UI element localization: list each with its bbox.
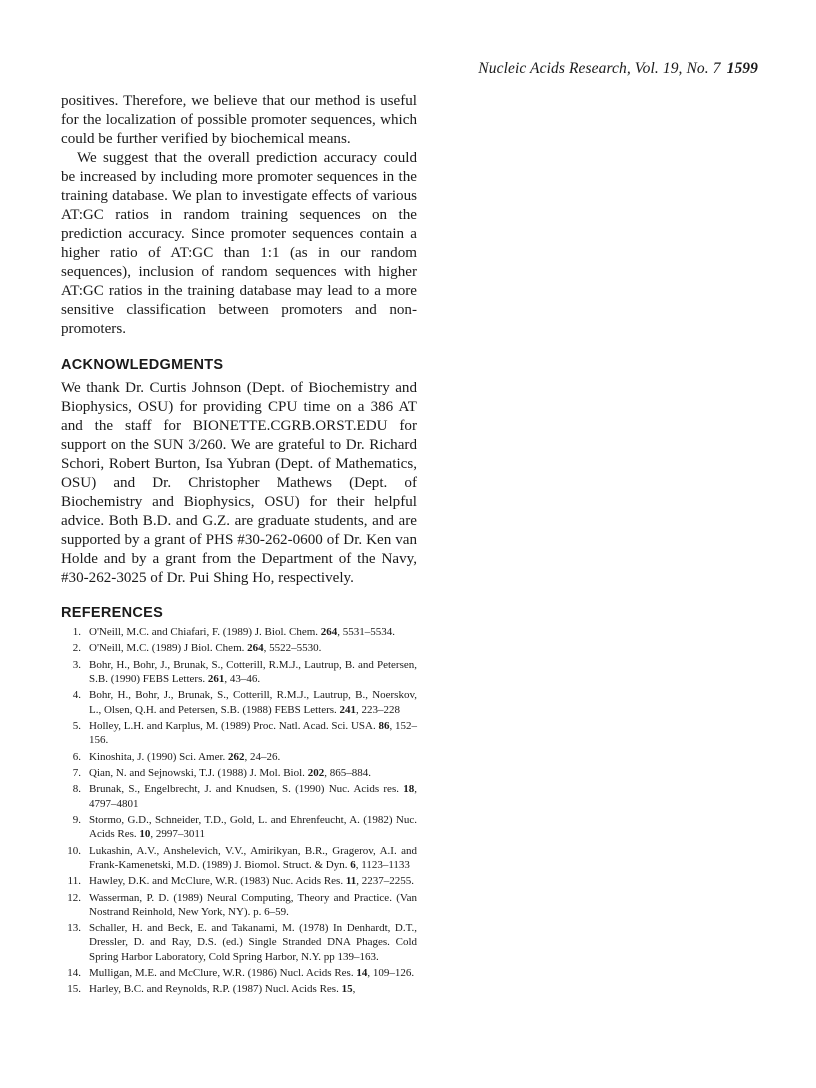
reference-citation: O'Neill, M.C. (1989) J Biol. Chem. — [89, 642, 248, 655]
reference-citation: Kinoshita, J. (1990) Sci. Amer. — [89, 750, 229, 763]
text-column — [61, 92, 417, 999]
reference-pages: , 5531–5534. — [337, 626, 396, 638]
reference-citation: Mulligan, M.E. and McClure, W.R. (1986) Nucl. Acids Res. — [89, 966, 357, 979]
reference-pages: , 4797–4801 — [89, 783, 417, 810]
reference-item — [61, 625, 417, 639]
reference-item — [61, 966, 417, 980]
reference-citation: Wasserman, P. D. (1989) Neural Computing, Theory and Practice. (Van Nostrand Reinhold, New York, NY). p. 6–59. — [89, 891, 417, 918]
reference-citation: Bohr, H., Bohr, J., Brunak, S., Cotterill, R.M.J., Lautrup, B., Noerskov, L., Olsen, Q.H. and Petersen, S.B. (1988) FEBS Letters. — [89, 689, 417, 716]
reference-pages: , 5522–5530. — [263, 642, 322, 655]
reference-volume: 202 — [307, 766, 325, 779]
reference-citation: Lukashin, A.V., Anshelevich, V.V., Amirikyan, B.R., Gragerov, A.I. and Frank-Kamenetski, M.D. (1989) J. Biomol. Struct. & Dyn. — [89, 844, 417, 871]
reference-text — [89, 626, 395, 638]
reference-volume: 264 — [320, 626, 338, 638]
reference-volume: 11 — [345, 875, 357, 888]
acknowledgments-heading: ACKNOWLEDGMENTS — [61, 357, 224, 373]
reference-item — [61, 891, 417, 919]
reference-number: 4. — [72, 689, 81, 702]
reference-citation: Brunak, S., Engelbrecht, J. and Knudsen, S. (1990) Nuc. Acids res. — [89, 783, 404, 796]
reference-item — [61, 844, 417, 872]
reference-text — [89, 659, 417, 685]
reference-text — [89, 922, 417, 962]
reference-item — [61, 641, 417, 655]
reference-volume: 86 — [378, 719, 390, 732]
reference-volume: 18 — [403, 783, 415, 796]
reference-text — [89, 892, 417, 918]
reference-item — [61, 719, 417, 747]
reference-item — [61, 921, 417, 964]
reference-text — [89, 751, 280, 763]
reference-text — [89, 689, 417, 715]
reference-number: 15. — [67, 983, 81, 996]
reference-pages: , 2237–2255. — [356, 875, 414, 888]
reference-number: 13. — [67, 922, 81, 935]
reference-text — [89, 845, 417, 871]
references-heading: REFERENCES — [61, 605, 164, 621]
reference-volume: 262 — [228, 750, 245, 763]
reference-number: 1. — [72, 626, 81, 638]
reference-pages: , 152–156. — [89, 719, 418, 747]
reference-item — [61, 750, 417, 764]
reference-number: 6. — [72, 750, 81, 763]
reference-pages: , 2997–3011 — [150, 828, 206, 841]
reference-volume: 264 — [247, 642, 264, 655]
reference-text — [89, 767, 371, 779]
reference-text — [89, 642, 321, 654]
reference-text — [89, 783, 417, 809]
reference-item — [61, 813, 417, 841]
reference-pages: , 43–46. — [224, 672, 261, 685]
reference-citation: Stormo, G.D., Schneider, T.D., Gold, L. and Ehrenfeucht, A. (1982) Nuc. Acids Res. — [89, 813, 417, 841]
reference-volume: 10 — [139, 828, 151, 841]
reference-volume: 15 — [341, 983, 353, 996]
reference-item — [61, 874, 417, 888]
reference-number: 10. — [67, 844, 81, 857]
reference-item — [61, 766, 417, 780]
reference-number: 9. — [72, 813, 81, 826]
reference-citation: Bohr, H., Bohr, J., Brunak, S., Cotterill, R.M.J., Lautrup, B. and Petersen, S.B. (1990) FEBS Letters. — [89, 658, 417, 685]
reference-citation: Schaller, H. and Beck, E. and Takanami, M. (1978) In Denhardt, D.T., Dressler, D. and Ray, D.S. (ed.) Single Stranded DNA Phages. Cold Spring Harbor Laboratory, Cold Spring Harbor, N.Y. pp 139–163. — [89, 922, 417, 963]
reference-citation: Hawley, D.K. and McClure, W.R. (1983) Nuc. Acids Res. — [89, 875, 346, 888]
reference-pages: , 865–884. — [324, 766, 371, 779]
body-paragraph-2: We suggest that the overall prediction accuracy could be increased by including more promoter sequences in the training database. We plan to investigate effects of various AT:GC ratios in random training sequences on the prediction accuracy. Since promoter sequences contain a higher ratio of AT:GC than 1:1 (as in our random sequences), inclusion of random sequences with higher AT:GC ratios in the training database may lead to a more sensitive classification between promoters and non-promoters. — [61, 150, 417, 337]
reference-item — [61, 688, 417, 716]
reference-number: 14. — [67, 966, 81, 979]
reference-text — [89, 967, 414, 979]
reference-number: 11. — [67, 875, 81, 888]
body-paragraph-1: positives. Therefore, we believe that our method is useful for the localization of possible promoter sequences, which could be further verified by biochemical means. — [61, 93, 417, 147]
reference-citation: O'Neill, M.C. and Chiafari, F. (1989) J. Biol. Chem. — [89, 626, 321, 638]
reference-citation: Harley, B.C. and Reynolds, R.P. (1987) Nucl. Acids Res. — [89, 983, 342, 996]
reference-text — [89, 814, 417, 840]
reference-volume: 6 — [350, 858, 356, 871]
reference-number: 2. — [72, 642, 81, 655]
reference-citation: Holley, L.H. and Karplus, M. (1989) Proc. Natl. Acad. Sci. USA. — [89, 719, 379, 732]
reference-number: 5. — [72, 719, 81, 732]
page-number: 1599 — [726, 60, 758, 77]
reference-text — [89, 875, 414, 887]
reference-pages: , 1123–1133 — [355, 858, 410, 871]
reference-number: 7. — [72, 766, 81, 779]
reference-number: 3. — [72, 658, 81, 671]
reference-pages: , 223–228 — [356, 703, 401, 716]
reference-list — [61, 625, 417, 997]
reference-volume: 14 — [356, 966, 368, 979]
reference-text — [89, 720, 417, 746]
acknowledgments-text: We thank Dr. Curtis Johnson (Dept. of Biochemistry and Biophysics, OSU) for providing CPU time on a 386 AT and the staff for BIONETTE.CGRB.ORST.EDU for support on the SUN 3/260. We are grateful to Dr. Richard Schori, Robert Burton, Isa Yubran (Dept. of Mathematics, OSU) and Dr. Christopher Mathews (Dept. of Biochemistry and Biophysics, OSU) for their helpful advice. Both B.D. and G.Z. are graduate students, and are supported by a grant of PHS #30-262-0600 of Dr. Ken van Holde and by a grant from the Department of the Navy, #30-262-3025 of Dr. Pui Shing Ho, respectively. — [61, 380, 417, 586]
journal-citation: Nucleic Acids Research, Vol. 19, No. 7 — [478, 60, 721, 77]
reference-text — [89, 983, 355, 995]
reference-pages: , 24–26. — [244, 750, 281, 763]
reference-number: 8. — [72, 783, 81, 796]
reference-volume: 241 — [339, 703, 357, 716]
reference-item — [61, 658, 417, 686]
reference-pages: , 109–126. — [367, 966, 415, 979]
reference-item — [61, 982, 417, 996]
reference-citation: Qian, N. and Sejnowski, T.J. (1988) J. Mol. Biol. — [89, 766, 308, 779]
reference-item — [61, 782, 417, 810]
reference-pages: , — [352, 983, 356, 996]
reference-volume: 261 — [207, 672, 225, 685]
reference-number: 12. — [67, 891, 81, 904]
running-header — [478, 60, 758, 78]
